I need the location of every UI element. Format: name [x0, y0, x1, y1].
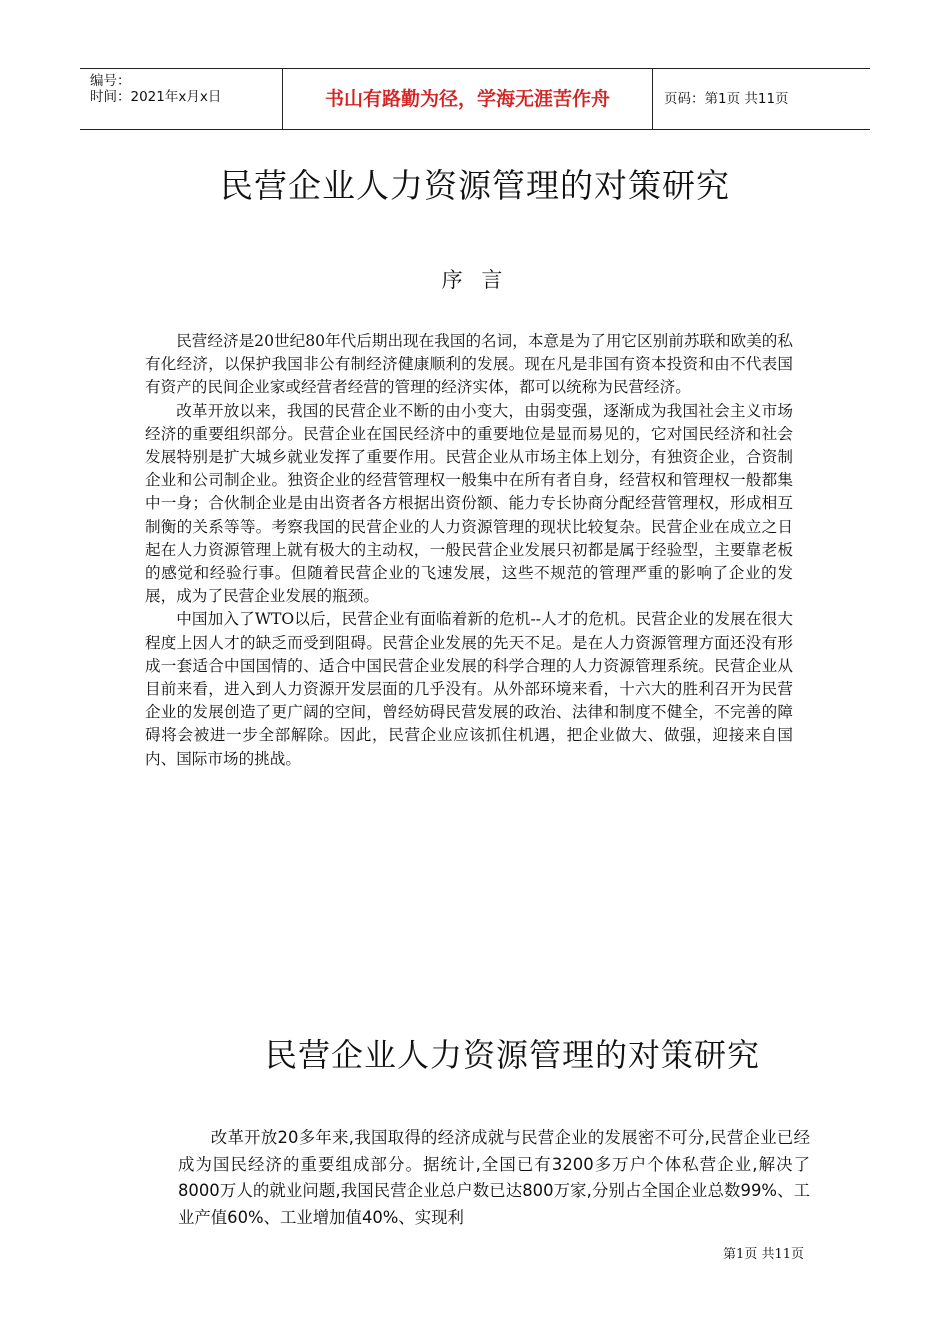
document-header [80, 68, 870, 130]
preface-heading: 序 言 [441, 268, 509, 292]
header-meta [90, 69, 290, 129]
header-divider [652, 69, 653, 129]
document-title: 民营企业人力资源管理的对策研究 [220, 166, 730, 205]
header-motto: 书山有路勤为径，学海无涯苦作舟 [324, 88, 610, 110]
section-body [178, 1125, 810, 1231]
page-footer: 第1页 共11页 [723, 1247, 804, 1262]
document-number-label: 编号： [90, 73, 131, 89]
section-title: 民营企业人力资源管理的对策研究 [265, 1036, 761, 1074]
preface-body [145, 330, 793, 771]
preface-paragraph: 中国加入了WTO以后，民营企业有面临着新的危机--人才的危机。民营企业的发展在很大程度上因人才的缺乏而受到阻碍。民营企业发展的先天不足。是在人力资源管理方面还没有形成一套适合中国国情的、适合中国民营企业发展的科学合理的人力资源管理系统。民营企业从目前来看，进入到人力资源开发层面的几乎没有。从外部环境来看，十六大的胜利召开为民营企业的发展创造了更广阔的空间，曾经妨碍民营发展的政治、法律和制度不健全，不完善的障碍将会被进一步全部解除。因此，民营企业应该抓住机遇，把企业做大、做强，迎接来自国内、国际市场的挑战。 [145, 610, 793, 768]
document-time-label: 时间：2021年x月x日 [90, 89, 222, 105]
header-page-info: 页码：第1页 共11页 [664, 91, 789, 107]
preface-paragraph: 民营经济是20世纪80年代后期出现在我国的名词，本意是为了用它区别前苏联和欧美的私有化经济，以保护我国非公有制经济健康顺利的发展。现在凡是非国有资本投资和由不代表国有资产的民间企业家或经营者经营的管理的经济实体，都可以统称为民营经济。 [145, 332, 793, 397]
preface-paragraph: 改革开放以来，我国的民营企业不断的由小变大，由弱变强，逐渐成为我国社会主义市场经济的重要组织部分。民营企业在国民经济中的重要地位是显而易见的，它对国民经济和社会发展特别是扩大城乡就业发挥了重要作用。民营企业从市场主体上划分，有独资企业，合资制企业和公司制企业。独资企业的经营管理权一般集中在所有者自身，经营权和管理权一般都集中一身；合伙制企业是由出资者各方根据出资份额、能力专长协商分配经营管理权，形成相互制衡的关系等等。考察我国的民营企业的人力资源管理的现状比较复杂。民营企业在成立之日起在人力资源管理上就有极大的主动权，一般民营企业发展只初都是属于经验型，主要靠老板的感觉和经验行事。但随着民营企业的飞速发展，这些不规范的管理严重的影响了企业的发展，成为了民营企业发展的瓶颈。 [145, 401, 793, 606]
section-paragraph: 改革开放20多年来,我国取得的经济成就与民营企业的发展密不可分,民营企业已经成为国民经济的重要组成部分。据统计,全国已有3200多万户个体私营企业,解决了8000万人的就业问题,我国民营企业总户数已达800万家,分别占全国企业总数99%、工业产值60%、工业增加值40%、实现利 [178, 1128, 810, 1227]
